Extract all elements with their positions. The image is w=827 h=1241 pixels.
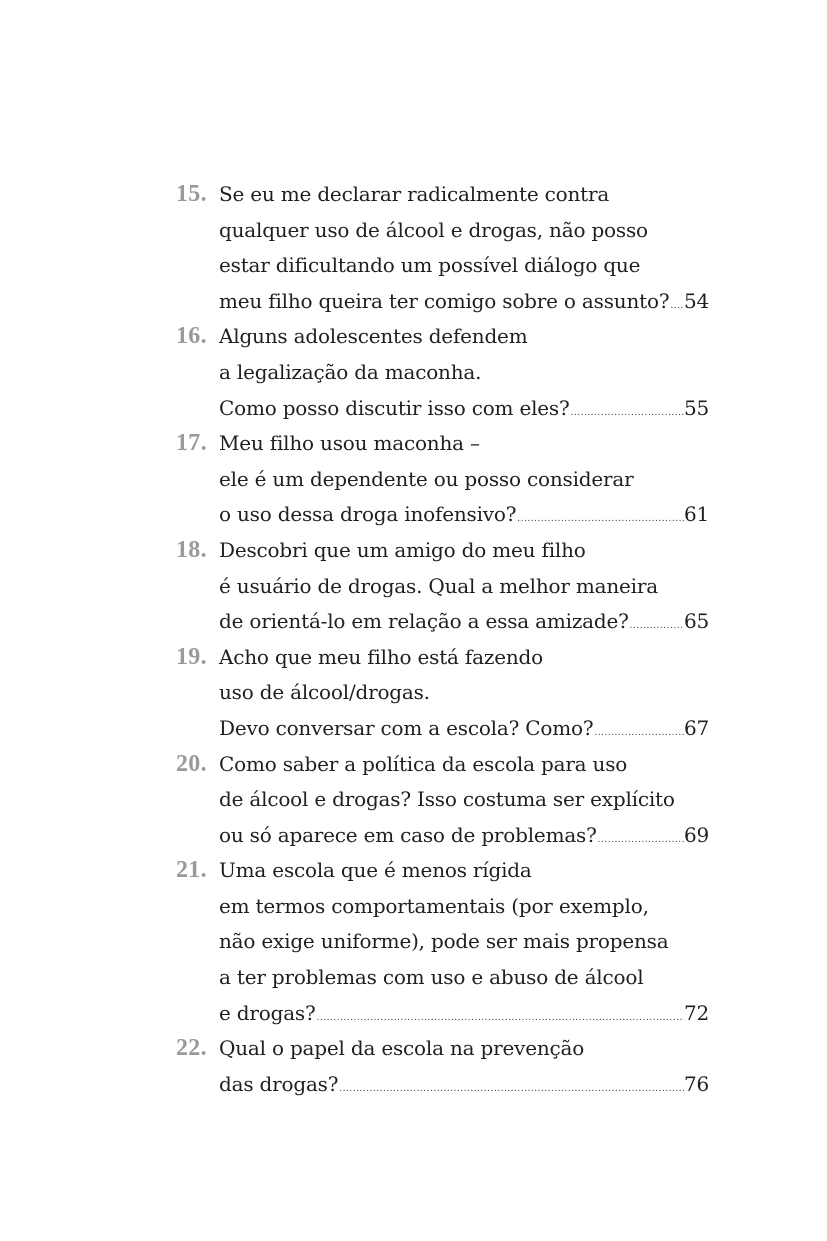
toc-entry-number: 18. xyxy=(176,536,207,563)
toc-entry-line: Se eu me declarar radicalmente contra xyxy=(219,182,610,206)
toc-entry-line xyxy=(219,1067,709,1103)
toc-entry-number: 20. xyxy=(176,750,207,777)
toc-entry-number: 16. xyxy=(176,323,207,350)
toc-entry-line: Uma escola que é menos rígida xyxy=(219,858,532,883)
toc-entry-line: Meu filho usou maconha – xyxy=(219,431,480,456)
toc-entry-line xyxy=(219,604,709,640)
table-of-contents xyxy=(176,177,709,1102)
toc-entry-line: Alguns adolescentes defendem xyxy=(219,324,528,349)
toc-entry-number: 15. xyxy=(176,181,207,207)
toc-entry-line: Como saber a política da escola para uso xyxy=(219,751,628,776)
toc-page-number[interactable]: 72 xyxy=(683,1000,709,1025)
toc-entry-line xyxy=(219,818,709,854)
toc-entry[interactable] xyxy=(176,1031,709,1102)
toc-entry-line: Descobri que um amigo do meu filho xyxy=(219,537,586,562)
toc-entry-line: é usuário de drogas. Qual a melhor maneira xyxy=(219,573,658,598)
toc-entry-line xyxy=(219,497,709,533)
toc-entry-title-text: meu filho queira ter comigo sobre o assunto? xyxy=(219,288,670,313)
toc-entry-title-text: e drogas? xyxy=(219,1000,316,1025)
toc-entry-line: a legalização da maconha. xyxy=(219,359,482,384)
dot-leader xyxy=(338,1072,684,1108)
toc-entry-title-text: o uso dessa droga inofensivo? xyxy=(219,502,517,527)
toc-page-number[interactable]: 55 xyxy=(683,395,709,420)
toc-entry-title-text: ou só aparece em caso de problemas? xyxy=(219,822,597,847)
toc-entry-line xyxy=(219,711,709,747)
toc-entry-line: Acho que meu filho está fazendo xyxy=(219,644,543,669)
toc-entry-title-text: Devo conversar com a escola? Como? xyxy=(219,715,594,740)
toc-entry-line: não exige uniforme), pode ser mais propensa xyxy=(219,929,669,954)
toc-entry-line: estar dificultando um possível diálogo que xyxy=(219,253,641,278)
toc-entry-line: uso de álcool/drogas. xyxy=(219,680,430,705)
toc-entry[interactable] xyxy=(176,177,709,319)
toc-entry-number: 22. xyxy=(176,1035,207,1062)
toc-entry-number: 19. xyxy=(176,643,207,670)
toc-entry-line: em termos comportamentais (por exemplo, xyxy=(219,893,649,918)
toc-entry-number: 17. xyxy=(176,430,207,457)
toc-page-number[interactable]: 65 xyxy=(683,609,709,634)
toc-entry[interactable] xyxy=(176,426,709,533)
toc-entry-line xyxy=(219,391,709,427)
toc-page-number[interactable]: 61 xyxy=(683,502,709,527)
toc-entry[interactable] xyxy=(176,319,709,426)
toc-entry[interactable] xyxy=(176,853,709,1031)
toc-entry[interactable] xyxy=(176,640,709,747)
toc-entry[interactable] xyxy=(176,747,709,854)
toc-entry-title-text: de orientá-lo em relação a essa amizade? xyxy=(219,609,629,634)
toc-entry-line xyxy=(219,996,709,1032)
toc-page-number[interactable]: 76 xyxy=(683,1071,709,1096)
toc-entry-line: ele é um dependente ou posso considerar xyxy=(219,466,634,491)
toc-entry-line: qualquer uso de álcool e drogas, não posso xyxy=(219,217,648,242)
toc-page-number[interactable]: 69 xyxy=(683,822,709,847)
toc-entry-title-text: das drogas? xyxy=(219,1071,339,1096)
toc-entry-line xyxy=(219,284,709,320)
toc-entry-title-text: Como posso discutir isso com eles? xyxy=(219,395,570,420)
toc-page-number[interactable]: 54 xyxy=(683,288,709,313)
toc-entry-line: de álcool e drogas? Isso costuma ser explícito xyxy=(219,787,675,812)
toc-entry-number: 21. xyxy=(176,857,207,884)
toc-page-number[interactable]: 67 xyxy=(683,715,709,740)
toc-entry[interactable] xyxy=(176,533,709,640)
toc-entry-line: Qual o papel da escola na prevenção xyxy=(219,1036,585,1061)
toc-entry-line: a ter problemas com uso e abuso de álcool xyxy=(219,965,644,990)
